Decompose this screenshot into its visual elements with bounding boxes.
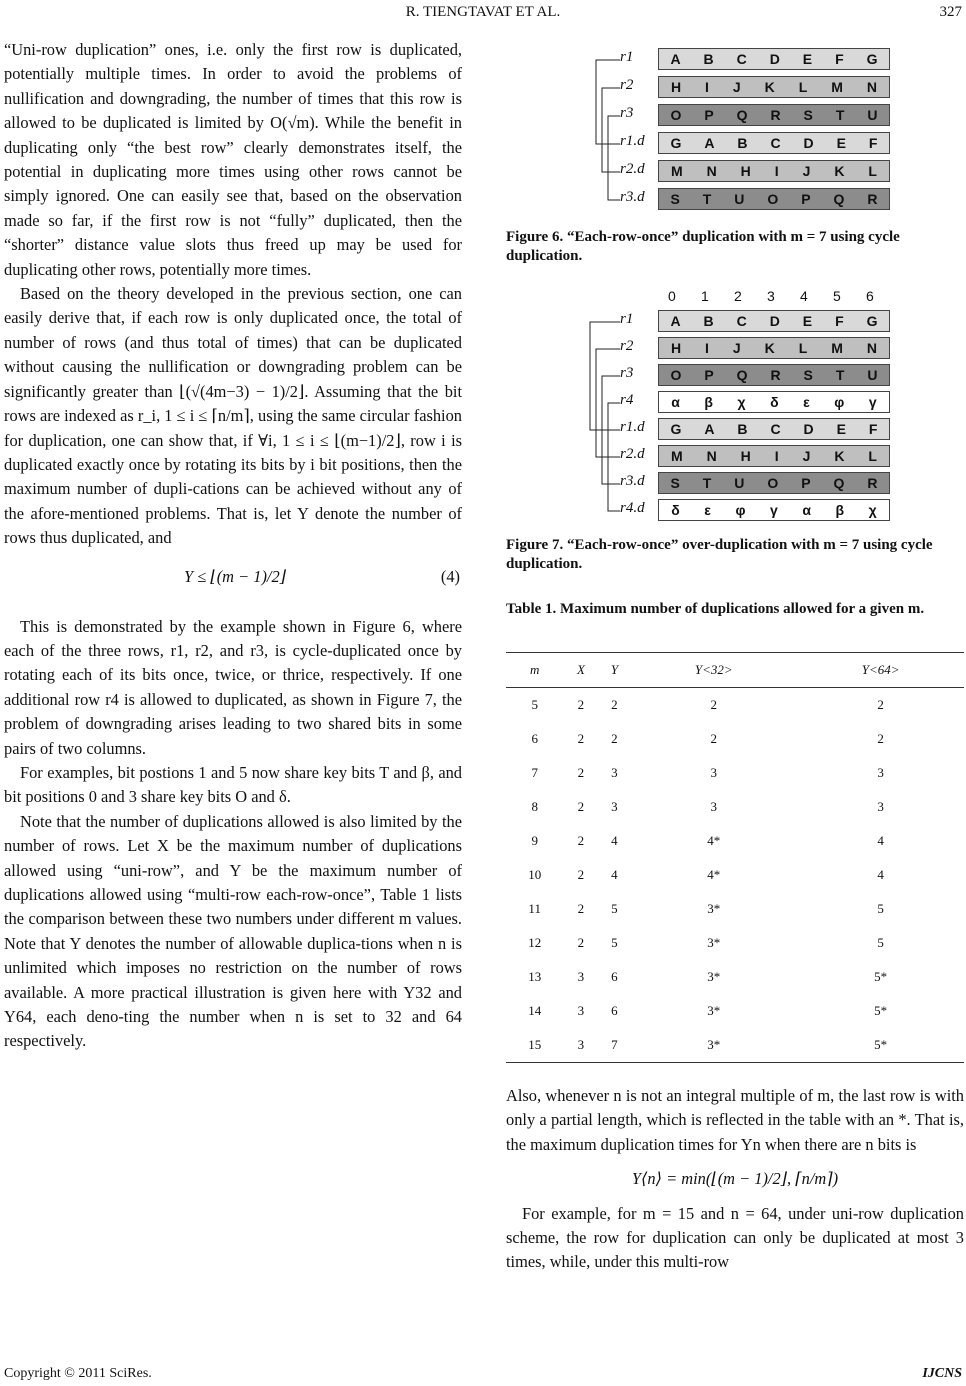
column-index: 5 bbox=[833, 288, 841, 304]
bit-cell: M bbox=[831, 340, 843, 356]
table-1 bbox=[506, 652, 964, 1063]
table-header: Y bbox=[610, 661, 619, 677]
figure-7-caption: Figure 7. “Each-row-once” over-duplication with m = 7 using cycle duplication. bbox=[506, 537, 933, 572]
bit-cell: J bbox=[802, 448, 811, 464]
running-title: R. TIENGTAVAT ET AL. bbox=[405, 4, 561, 20]
page-number: 327 bbox=[939, 4, 962, 20]
bit-cell: A bbox=[704, 421, 715, 437]
paragraph: Note that the number of duplications allowed is also limited by the number of rows. Let X be the maximum number of duplications allowed using “uni-row”, and Y be the maximum number of duplications allowed using “multi-row each-row-once”, Table 1 lists the comparison between these two numbers under different m values. Note that Y denotes the number of allowable duplica-tions when n is unlimited which imposes no restriction on the number of rows available. A more practical illustration is given here with Y32 and Y64, each deno-ting the number when n is set to 32 and 64 respectively. bbox=[4, 811, 462, 1051]
bit-cell: N bbox=[866, 79, 877, 95]
bit-cell: S bbox=[670, 191, 680, 207]
bit-row bbox=[658, 310, 890, 332]
left-column bbox=[4, 38, 462, 1054]
bit-row bbox=[658, 160, 890, 182]
footer-journal: IJCNS bbox=[922, 1366, 962, 1381]
table-row bbox=[506, 1028, 964, 1063]
bit-cell: M bbox=[670, 163, 683, 179]
column-index: 0 bbox=[668, 288, 676, 304]
table-row bbox=[506, 790, 964, 824]
bit-cell: β bbox=[835, 502, 845, 518]
bit-row bbox=[658, 418, 890, 440]
row-label: r3.d bbox=[620, 189, 645, 205]
bit-cell: K bbox=[834, 448, 845, 464]
bit-cell: L bbox=[868, 163, 877, 179]
bit-cell: T bbox=[835, 107, 845, 123]
bit-cell: δ bbox=[770, 394, 779, 410]
bit-cell: D bbox=[769, 51, 780, 67]
row-label: r1.d bbox=[620, 133, 645, 149]
table-cell: 6 bbox=[531, 730, 538, 746]
figure-6-caption: Figure 6. “Each-row-once” duplication with m = 7 using cycle duplication. bbox=[506, 229, 900, 264]
bit-cell: F bbox=[835, 51, 844, 67]
paragraph: For examples, bit postions 1 and 5 now share key bits T and β, and bit positions 0 and 3 share key bits O and δ. bbox=[4, 762, 462, 807]
row-label: r1 bbox=[620, 49, 634, 65]
bit-cell: P bbox=[801, 475, 811, 491]
table-cell: 4* bbox=[707, 832, 721, 848]
column-index: 3 bbox=[767, 288, 775, 304]
table-row bbox=[506, 688, 964, 723]
table-row bbox=[506, 824, 964, 858]
table-cell: 5* bbox=[874, 1036, 888, 1052]
bit-cell: R bbox=[770, 107, 781, 123]
bit-cell: I bbox=[705, 340, 709, 356]
bit-cell: F bbox=[868, 135, 878, 151]
row-label: r3.d bbox=[620, 473, 645, 489]
table-1-caption: Table 1. Maximum number of duplications allowed for a given m. bbox=[506, 601, 925, 617]
bit-cell: γ bbox=[770, 502, 778, 518]
bit-row bbox=[658, 76, 890, 98]
equation-yn: Y⟨n⟩ = min(⌊(m − 1)/2⌋, ⌈n/m⌉) bbox=[631, 1169, 839, 1189]
row-label: r4.d bbox=[620, 500, 645, 516]
table-header: Y<32> bbox=[694, 661, 733, 677]
bit-cell: Q bbox=[833, 191, 845, 207]
bit-cell: G bbox=[866, 51, 878, 67]
bit-cell: L bbox=[868, 448, 877, 464]
table-cell: 4 bbox=[877, 866, 884, 882]
bit-cell: β bbox=[704, 394, 713, 410]
bit-cell: F bbox=[835, 313, 844, 329]
bit-cell: ε bbox=[704, 502, 711, 518]
table-cell: 5* bbox=[874, 968, 888, 984]
bit-row bbox=[658, 391, 890, 413]
table-header: Y<64> bbox=[861, 661, 900, 677]
row-label: r2 bbox=[620, 338, 634, 354]
bit-cell: P bbox=[801, 191, 811, 207]
bit-row bbox=[658, 104, 890, 126]
bit-row bbox=[658, 364, 890, 386]
bit-cell: φ bbox=[834, 394, 845, 410]
bit-cell: E bbox=[836, 135, 846, 151]
bit-cell: U bbox=[734, 475, 745, 491]
table-row bbox=[506, 926, 964, 960]
bit-cell: H bbox=[670, 79, 682, 95]
table-cell: 4 bbox=[877, 832, 884, 848]
table-cell: 15 bbox=[528, 1036, 542, 1052]
table-header: m bbox=[529, 661, 540, 677]
bit-cell: F bbox=[868, 421, 878, 437]
row-label: r1 bbox=[620, 311, 634, 327]
table-cell: 3 bbox=[611, 764, 618, 780]
bit-cell: δ bbox=[671, 502, 680, 518]
bit-cell: E bbox=[802, 313, 813, 329]
bit-cell: N bbox=[706, 448, 717, 464]
table-cell: 5 bbox=[877, 934, 884, 950]
bit-cell: J bbox=[802, 163, 811, 179]
bit-cell: S bbox=[803, 367, 813, 383]
table-cell: 3 bbox=[611, 798, 618, 814]
footer-copyright: Copyright © 2011 SciRes. bbox=[4, 1366, 152, 1381]
table-cell: 5 bbox=[611, 900, 618, 916]
table-row bbox=[506, 722, 964, 756]
bit-cell: R bbox=[770, 367, 781, 383]
bit-cell: I bbox=[774, 448, 779, 464]
table-cell: 13 bbox=[528, 968, 542, 984]
bit-cell: R bbox=[867, 191, 878, 207]
bit-cell: χ bbox=[868, 502, 877, 518]
bit-cell: C bbox=[736, 51, 747, 67]
bit-cell: B bbox=[737, 421, 748, 437]
row-label: r3 bbox=[620, 365, 634, 381]
table-cell: 2 bbox=[577, 934, 585, 950]
page-header bbox=[0, 4, 966, 24]
table-cell: 7 bbox=[611, 1036, 618, 1052]
paragraph: Based on the theory developed in the previous section, one can easily derive that, if each row is only duplicated once, the total of number of rows (and thus total of times) that can be duplicated without causing the nullification or downgrading problem can be significantly greater than ⌊(√(4m−3) − 1)/2⌋. Assuming that the bit rows are indexed as r_i, 1 ≤ i ≤ ⌈n/m⌉, using the same circular fashion for duplication, one can show that, if ∀i, 1 ≤ i ≤ ⌊(m−1)/2⌋, row i is duplicated exactly once by rotating its bits by i bit positions, then the maximum number of dupli-cations can be achieved without any of the afore-mentioned problems. That is, let Y denote the number of rows thus duplicated, and bbox=[4, 284, 462, 548]
table-cell: 2 bbox=[577, 764, 585, 780]
table-cell: 5 bbox=[611, 934, 618, 950]
bit-cell: B bbox=[703, 313, 714, 329]
bit-cell: O bbox=[767, 475, 779, 491]
bit-cell: K bbox=[764, 340, 775, 356]
table-cell: 9 bbox=[531, 832, 538, 848]
figure-7 bbox=[580, 288, 890, 524]
table-cell: 4* bbox=[707, 866, 721, 882]
table-cell: 2 bbox=[577, 832, 585, 848]
bit-cell: R bbox=[867, 475, 878, 491]
bit-cell: Q bbox=[833, 475, 845, 491]
table-cell: 2 bbox=[611, 730, 618, 746]
bit-cell: N bbox=[706, 163, 717, 179]
bit-cell: O bbox=[670, 107, 682, 123]
table-cell: 2 bbox=[710, 696, 718, 712]
bit-cell: U bbox=[734, 191, 745, 207]
paragraph: For example, for m = 15 and n = 64, under uni-row duplication scheme, the row for duplication can only be duplicated at most 3 times, while, under this multi-row bbox=[506, 1203, 964, 1272]
bit-cell: L bbox=[798, 79, 808, 95]
bit-cell: I bbox=[774, 163, 779, 179]
row-label: r2.d bbox=[620, 161, 645, 177]
table-cell: 2 bbox=[577, 900, 585, 916]
column-index: 2 bbox=[734, 288, 742, 304]
table-cell: 3* bbox=[707, 900, 721, 916]
bit-cell: J bbox=[732, 79, 741, 95]
bit-cell: S bbox=[803, 107, 813, 123]
table-cell: 5* bbox=[874, 1002, 888, 1018]
table-row bbox=[506, 858, 964, 892]
row-label: r2 bbox=[620, 77, 634, 93]
right-column bbox=[506, 1084, 964, 1275]
bit-cell: B bbox=[737, 135, 748, 151]
equation-number: (4) bbox=[440, 566, 460, 586]
table-cell: 3* bbox=[707, 968, 721, 984]
table-cell: 3 bbox=[710, 764, 718, 780]
bit-cell: χ bbox=[737, 394, 746, 410]
bit-row bbox=[658, 445, 890, 467]
bit-cell: L bbox=[798, 340, 808, 356]
bit-cell: B bbox=[703, 51, 714, 67]
bit-cell: α bbox=[802, 502, 811, 518]
column-index: 6 bbox=[866, 288, 874, 304]
row-label: r2.d bbox=[620, 446, 645, 462]
table-cell: 12 bbox=[528, 934, 542, 950]
bracket-line bbox=[602, 88, 620, 172]
bit-cell: O bbox=[670, 367, 682, 383]
table-cell: 3 bbox=[710, 798, 718, 814]
bit-cell: H bbox=[740, 448, 751, 464]
bit-cell: D bbox=[769, 313, 780, 329]
table-cell: 3 bbox=[877, 798, 884, 814]
table-cell: 7 bbox=[531, 764, 538, 780]
bit-cell: H bbox=[670, 340, 682, 356]
bit-cell: T bbox=[702, 191, 712, 207]
table-cell: 2 bbox=[710, 730, 718, 746]
table-cell: 3 bbox=[577, 1036, 585, 1052]
bit-cell: A bbox=[670, 51, 681, 67]
bit-cell: I bbox=[705, 79, 709, 95]
bit-cell: M bbox=[670, 448, 683, 464]
bit-cell: D bbox=[803, 135, 814, 151]
bit-cell: T bbox=[702, 475, 712, 491]
duplication-brackets bbox=[580, 288, 620, 524]
bit-cell: M bbox=[831, 79, 843, 95]
bit-cell: E bbox=[836, 421, 846, 437]
table-cell: 2 bbox=[611, 696, 618, 712]
bit-cell: D bbox=[803, 421, 814, 437]
bit-cell: G bbox=[670, 421, 682, 437]
table-row bbox=[506, 892, 964, 926]
table-cell: 14 bbox=[528, 1002, 542, 1018]
figure-6 bbox=[580, 44, 890, 216]
bit-cell: T bbox=[835, 367, 845, 383]
table-cell: 3* bbox=[707, 1002, 721, 1018]
bit-cell: Q bbox=[736, 107, 748, 123]
equation-body: Y ≤ ⌊(m − 1)/2⌋ bbox=[184, 566, 287, 586]
bit-cell: A bbox=[704, 135, 715, 151]
bit-cell: γ bbox=[868, 394, 877, 410]
column-index: 4 bbox=[800, 288, 808, 304]
bit-cell: P bbox=[704, 367, 714, 383]
bit-row bbox=[658, 337, 890, 359]
bit-cell: S bbox=[670, 475, 680, 491]
table-cell: 6 bbox=[611, 1002, 618, 1018]
table-cell: 2 bbox=[577, 866, 585, 882]
row-label: r1.d bbox=[620, 419, 645, 435]
paragraph: This is demonstrated by the example shown in Figure 6, where each of the three rows, r1, r2, and r3, is cycle-duplicated once by rotating each of its bits once, twice, or thrice, respectively. If one additional row r4 is allowed to duplicated, as shown in Figure 7, the problem of downgrading arises leading to two shared bits in some pairs of two columns. bbox=[4, 616, 462, 758]
bit-cell: U bbox=[867, 107, 878, 123]
bit-cell: K bbox=[764, 79, 775, 95]
bit-cell: E bbox=[802, 51, 813, 67]
bit-cell: U bbox=[867, 367, 878, 383]
table-cell: 2 bbox=[877, 696, 884, 712]
bit-row bbox=[658, 188, 890, 210]
bit-cell: G bbox=[670, 135, 682, 151]
table-cell: 2 bbox=[577, 798, 585, 814]
duplication-brackets bbox=[580, 44, 620, 216]
table-header: X bbox=[576, 661, 585, 677]
bit-cell: α bbox=[671, 394, 680, 410]
bit-cell: O bbox=[767, 191, 779, 207]
table-cell: 11 bbox=[528, 900, 541, 916]
table-cell: 3 bbox=[577, 968, 585, 984]
bit-cell: A bbox=[670, 313, 681, 329]
bit-cell: H bbox=[740, 163, 751, 179]
table-row bbox=[506, 960, 964, 994]
table-cell: 2 bbox=[877, 730, 884, 746]
paragraph: “Uni-row duplication” ones, i.e. only the first row is duplicated, potentially multiple times. In order to avoid the problems of nullification and downgrading, the number of times that this row is allowed to be duplicated is limited by O(√m). While the benefit in duplicating only “the best row” clearly demonstrates itself, the potential in duplicating more times using other rows cannot be simply ignored. One can easily see that, based on the observation made so far, if the first row is not “fully” duplicated, then the “shorter” distance value slots thus freed up may be used for duplicating other rows, potentially more times. bbox=[4, 40, 462, 279]
bit-cell: K bbox=[834, 163, 845, 179]
bit-row bbox=[658, 132, 890, 154]
bit-cell: C bbox=[770, 421, 781, 437]
table-cell: 2 bbox=[577, 696, 585, 712]
bit-cell: N bbox=[866, 340, 877, 356]
table-cell: 3* bbox=[707, 1036, 721, 1052]
table-cell: 4 bbox=[611, 866, 618, 882]
bit-cell: C bbox=[770, 135, 781, 151]
table-cell: 5 bbox=[531, 696, 538, 712]
table-cell: 8 bbox=[531, 798, 538, 814]
bit-cell: ε bbox=[803, 394, 810, 410]
table-cell: 4 bbox=[611, 832, 618, 848]
bit-row bbox=[658, 472, 890, 494]
column-index: 1 bbox=[701, 288, 709, 304]
table-row bbox=[506, 756, 964, 790]
bit-cell: C bbox=[736, 313, 747, 329]
paragraph: Also, whenever n is not an integral multiple of m, the last row is with only a partial length, which is reflected in the table with an *. That is, the maximum duplication times for Yn when there are n bits is bbox=[506, 1086, 964, 1154]
bit-cell: P bbox=[704, 107, 714, 123]
bracket-line bbox=[608, 116, 620, 200]
table-cell: 3* bbox=[707, 934, 721, 950]
table-cell: 10 bbox=[528, 866, 542, 882]
equation-4 bbox=[4, 557, 462, 609]
bit-cell: J bbox=[732, 340, 741, 356]
table-cell: 6 bbox=[611, 968, 618, 984]
bit-cell: G bbox=[866, 313, 878, 329]
table-cell: 3 bbox=[577, 1002, 585, 1018]
table-cell: 2 bbox=[577, 730, 585, 746]
row-label: r3 bbox=[620, 105, 634, 121]
row-label: r4 bbox=[620, 392, 634, 408]
bit-cell: φ bbox=[735, 502, 746, 518]
table-cell: 3 bbox=[877, 764, 884, 780]
bit-row bbox=[658, 48, 890, 70]
table-cell: 5 bbox=[877, 900, 884, 916]
table-row bbox=[506, 994, 964, 1028]
bit-cell: Q bbox=[736, 367, 748, 383]
bit-row bbox=[658, 499, 890, 521]
